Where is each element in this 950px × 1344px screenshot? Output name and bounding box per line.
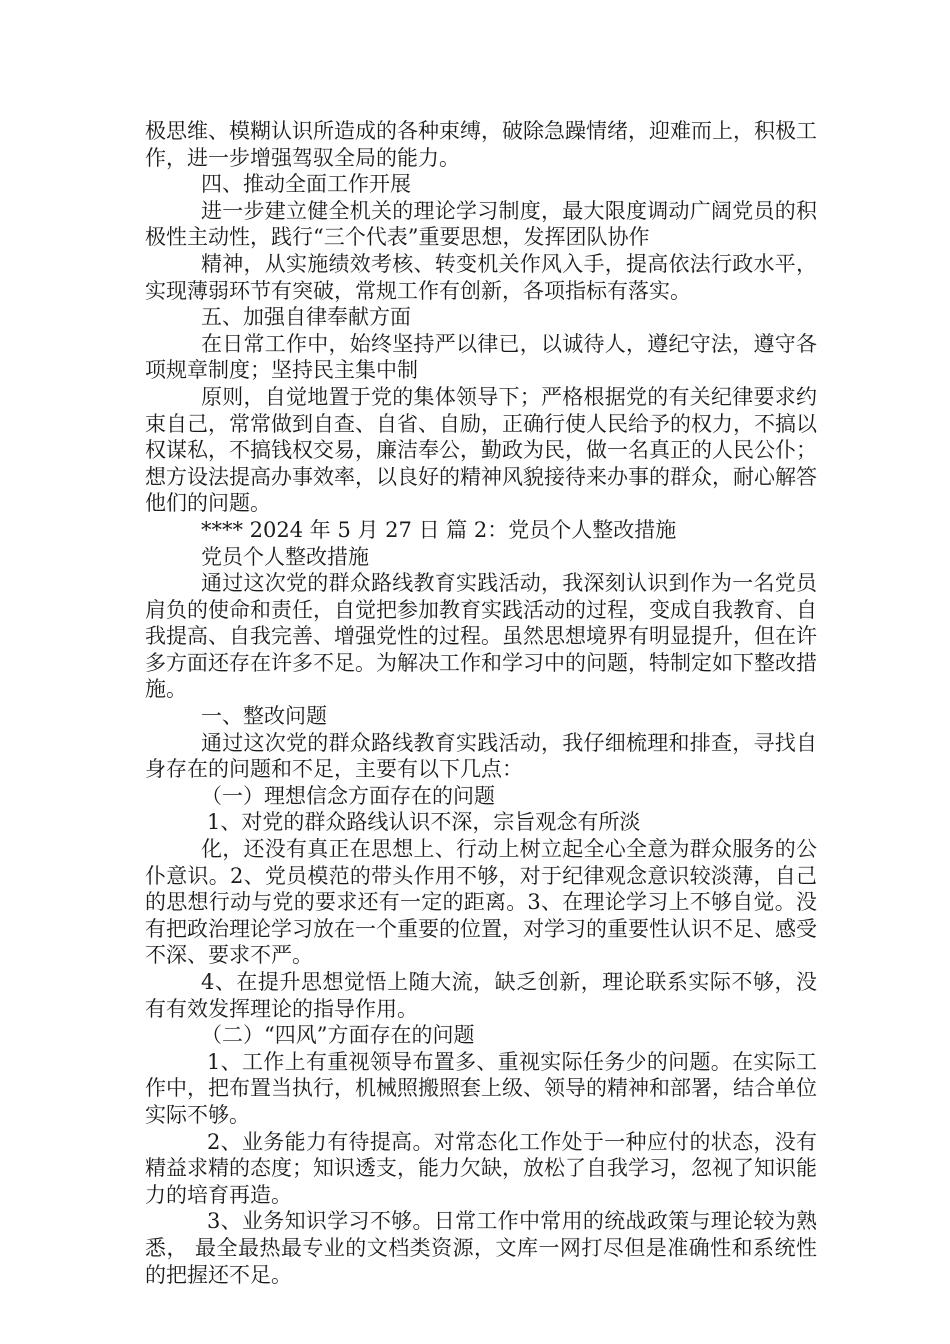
document-page — [145, 118, 817, 1288]
paragraph-19: 2、业务能力有待提高。对常态化工作处于一种应付的状态，没有精益求精的态度；知识透支，能力欠缺，放松了自我学习，忽视了知识能力的培育再造。 — [145, 1129, 817, 1207]
paragraph-20: 3、业务知识学习不够。日常工作中常用的统战政策与理论较为熟悉， 最全最热最专业的文档类资源，文库一网打尽但是准确性和系统性的把握还不足。 — [145, 1209, 817, 1287]
heading-section-4: 四、推动全面工作开展 — [201, 172, 411, 197]
paragraph-4: 精神，从实施绩效考核、转变机关作风入手，提高依法行政水平，实现薄弱环节有突破，常规工作有创新，各项指标有落实。 — [145, 251, 817, 303]
paragraph-12: 通过这次党的群众路线教育实践活动，我仔细梳理和排查，寻找自身存在的问题和不足，主要有以下几点： — [145, 730, 817, 782]
heading-section-5: 五、加强自律奉献方面 — [201, 305, 411, 330]
paragraph-10: 通过这次党的群众路线教育实践活动，我深刻认识到作为一名党员 肩负的使命和责任，自觉把参加教育实践活动的过程，变成自我教育、自我提高、自我完善、增强党性的过程。虽然思想境界有明显提升，但在许多方面还存在许多不足。为解决工作和学习中的问题，特制定如下整改措施。 — [145, 571, 817, 702]
paragraph-18: 1、工作上有重视领导布置多、重视实际任务少的问题。在实际工作中，把布置当执行，机械照搬照套上级、领导的精神和部署，结合单位实际不够。 — [145, 1049, 817, 1127]
paragraph-6: 在日常工作中，始终坚持严以律已，以诚待人，遵纪守法，遵守各项规章制度；坚持民主集中制 — [145, 331, 817, 383]
paragraph-1: 极思维、模糊认识所造成的各种束缚，破除急躁情绪，迎难而上，积极工作，进一步增强驾驭全局的能力。 — [145, 119, 817, 170]
paragraph-3: 进一步建立健全机关的理论学习制度，最大限度调动广阔党员的积极性主动性，践行“三个代表”重要思想，发挥团队协作 — [145, 198, 817, 250]
subheading-four-winds: （二）“四风”方面存在的问题 — [201, 1023, 475, 1048]
paragraph-7: 原则，自觉地置于党的集体领导下；严格根据党的有关纪律要求约束自己，常常做到自查、自省、自励，正确行使人民给予的权力，不搞以权谋私，不搞钱权交易，廉洁奉公，勤政为民，做一名真正的人民公仆；想方设法提高办事效率，以良好的精神风貌接待来办事的群众，耐心解答他们的问题。 — [145, 384, 817, 516]
article-title: 党员个人整改措施 — [201, 544, 369, 569]
heading-rectification-issues: 一、整改问题 — [201, 704, 327, 729]
date-and-article-title: **** 2024 年 5 月 27 日 篇 2：党员个人整改措施 — [201, 517, 677, 542]
paragraph-14: 1、对党的群众路线认识不深，宗旨观念有所淡 — [207, 810, 641, 835]
paragraph-16: 4、在提升思想觉悟上随大流，缺乏创新，理论联系实际不够，没有有效发挥理论的指导作用。 — [145, 970, 817, 1021]
subheading-ideals-beliefs: （一）理想信念方面存在的问题 — [201, 783, 495, 808]
paragraph-15: 化，还没有真正在思想上、行动上树立起全心全意为群众服务的公仆意识。2、党员模范的带头作用不够，对于纪律观念意识较淡薄，自己的思想行动与党的要求还有一定的距离。3、在理论学习上不够自觉。没有把政治理论学习放在一个重要的位置，对学习的重要性认识不足、感受不深、要求不严。 — [145, 837, 817, 968]
